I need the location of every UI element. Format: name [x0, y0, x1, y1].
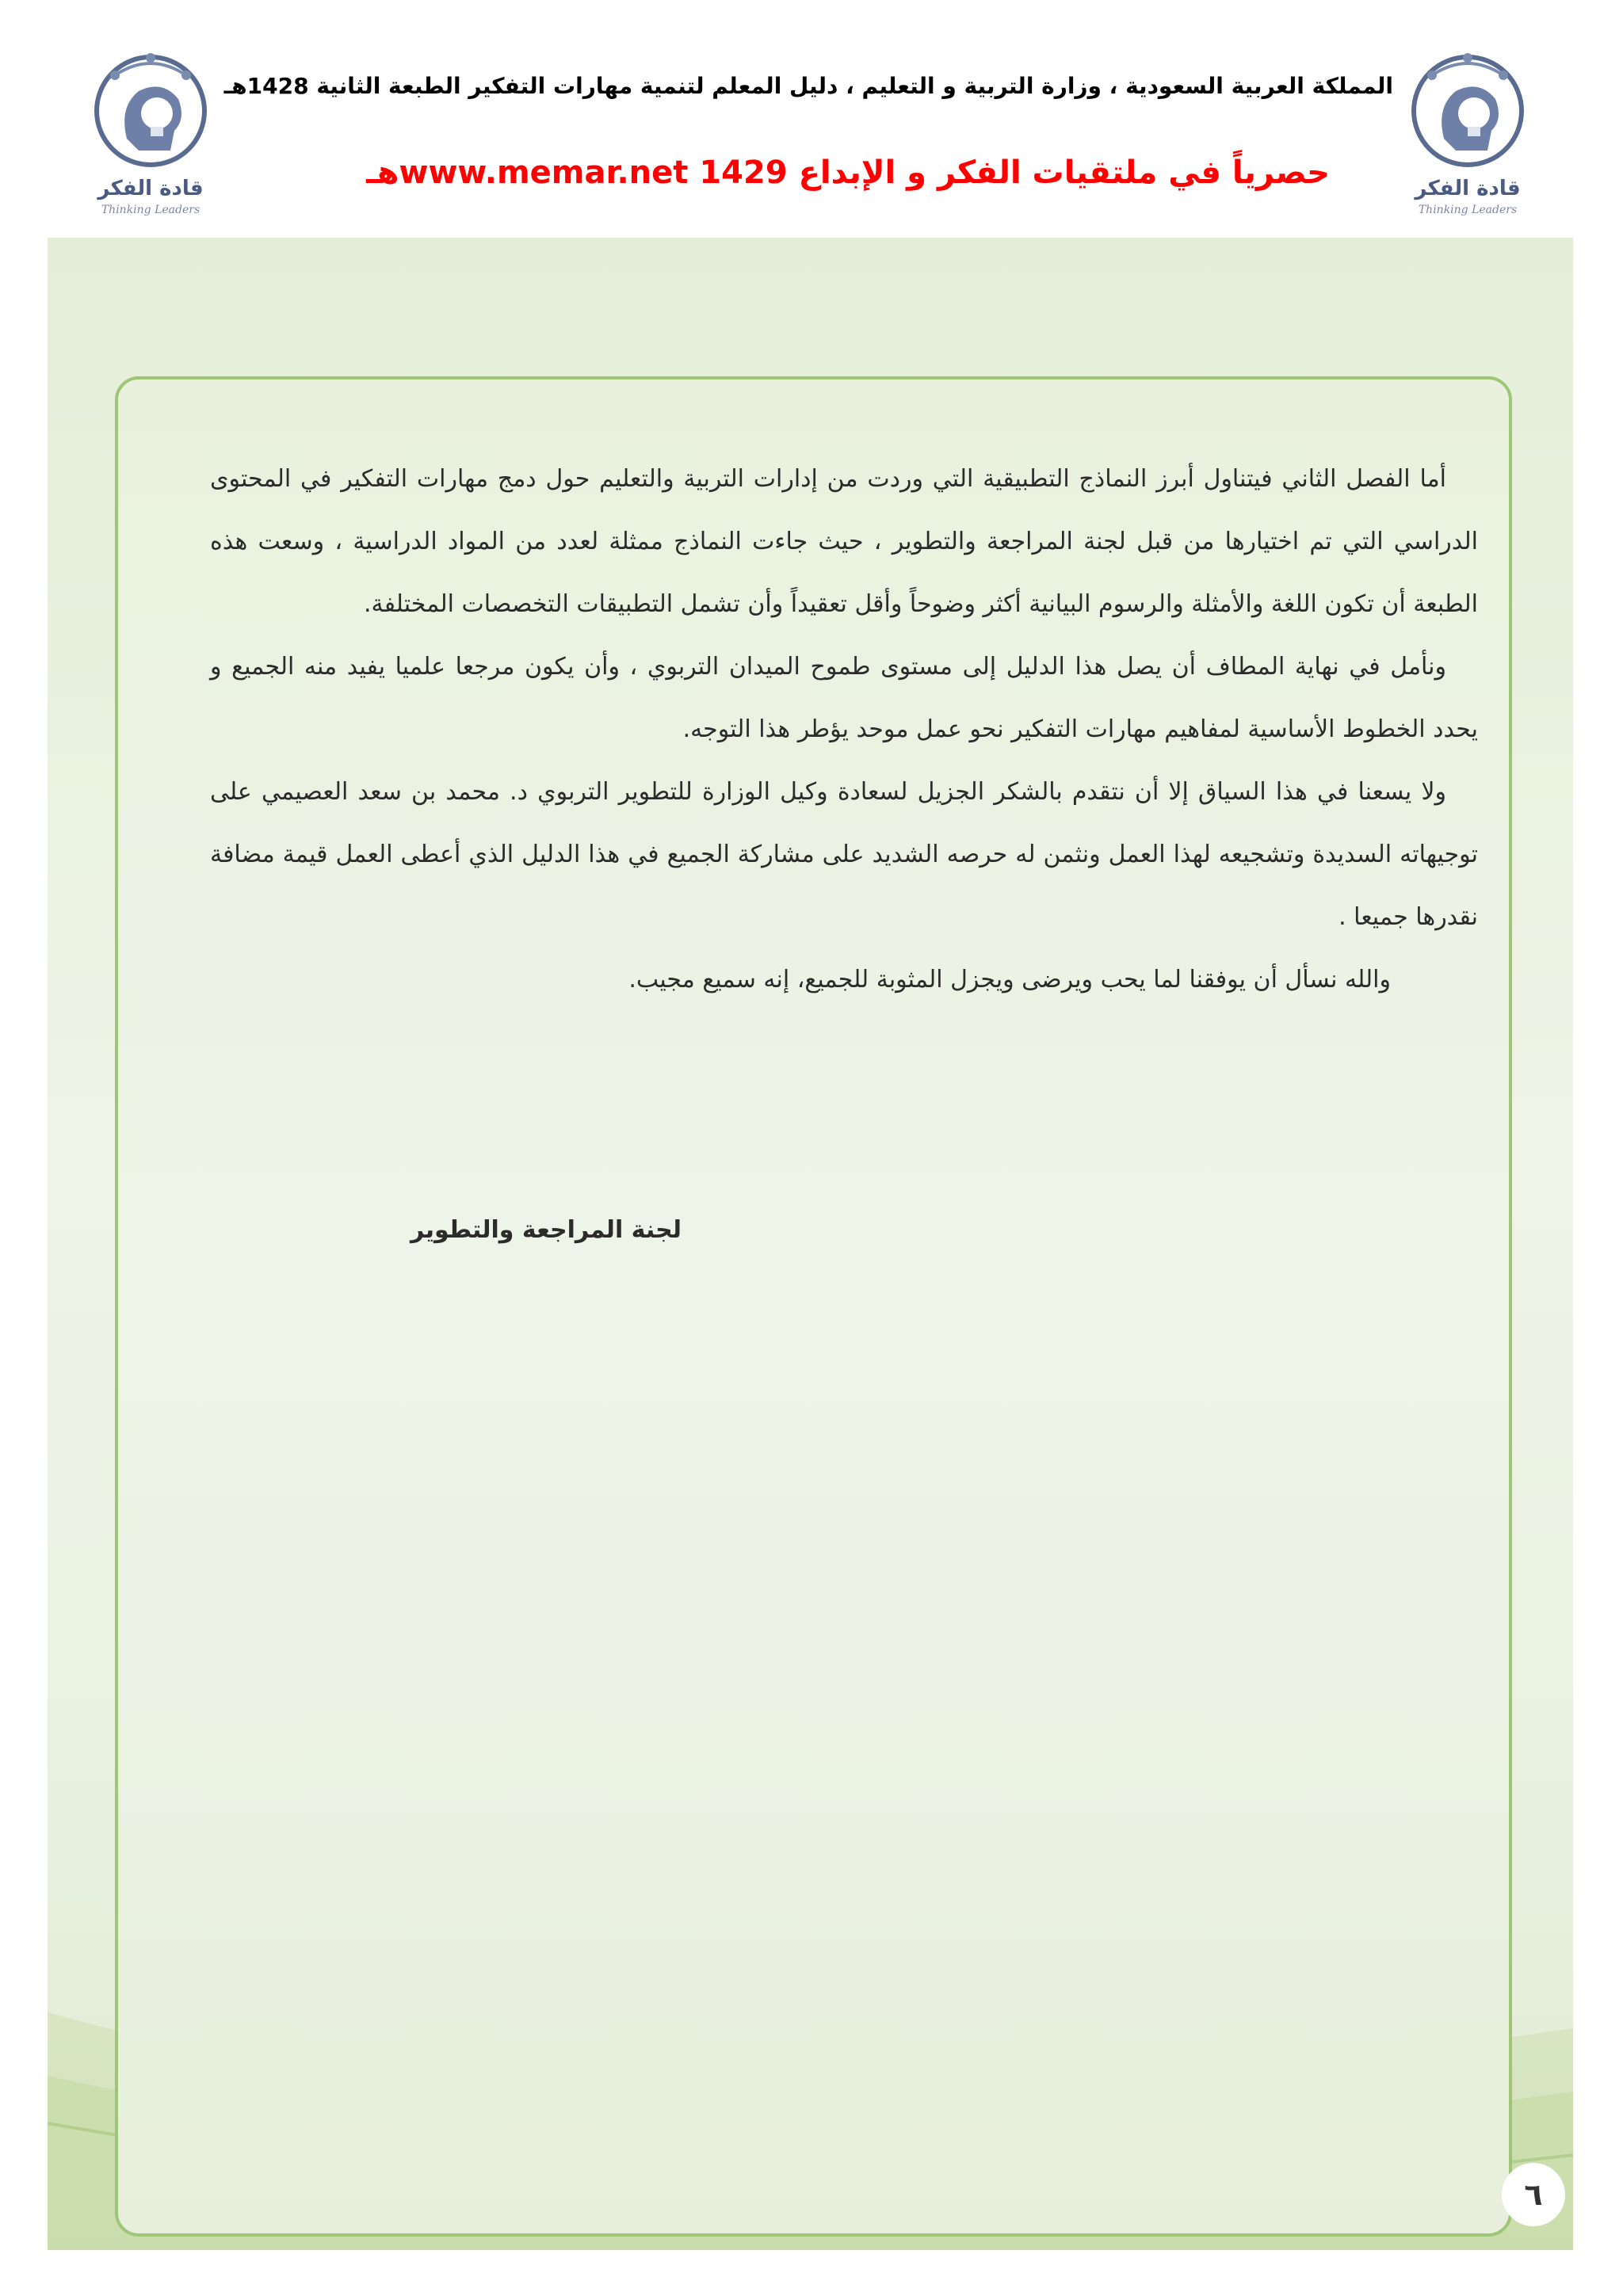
logo-subcaption: Thinking Leaders — [101, 204, 200, 216]
paragraph: أما الفصل الثاني فيتناول أبرز النماذج التطبيقية التي وردت من إدارات التربية والتعليم حول دمج مهارات التفكير في المحتوى الدراسي التي تم اختيارها من قبل لجنة المراجعة والتطوير ، حيث جاءت النماذج ممثلة لعدد من المواد الدراسية ، وسعت هذه الطبعة أن تكون اللغة والأمثلة والرسوم البيانية أكثر وضوحاً وأقل تعقيداً وأن تشمل التطبيقات التخصصات المختلفة. — [210, 465, 1478, 618]
header-title: المملكة العربية السعودية ، وزارة التربية و التعليم ، دليل المعلم لتنمية مهارات التفكير الطبعة الثانية 1428هـ — [223, 73, 1393, 99]
paragraph: ونأمل في نهاية المطاف أن يصل هذا الدليل إلى مستوى طموح الميدان التربوي ، وأن يكون مرجعا علميا يفيد منه الجميع و يحدد الخطوط الأساسية لمفاهيم مهارات التفكير نحو عمل موحد يؤطر هذا التوجه. — [210, 653, 1478, 743]
logo-caption: قادة الفكر — [1415, 177, 1521, 200]
page-number: ٦ — [1502, 2163, 1565, 2226]
logo-left — [71, 44, 230, 218]
logo-right — [1388, 44, 1547, 218]
lightbulb-head-icon — [1388, 44, 1547, 178]
paragraph: ولا يسعنا في هذا السياق إلا أن نتقدم بالشكر الجزيل لسعادة وكيل الوزارة للتطوير التربوي د. محمد بن سعد العصيمي على توجيهاته السديدة وتشجيعه لهذا العمل ونثمن له حرصه الشديد على مشاركة الجميع في هذا الدليل الذي أعطى العمل قيمة مضافة نقدرها جميعا . — [210, 778, 1478, 931]
lightbulb-head-icon — [71, 44, 230, 178]
header-subtitle: حصرياً في ملتقيات الفكر و الإبداع www.memar.net 1429هـ — [366, 154, 1330, 191]
logo-subcaption: Thinking Leaders — [1418, 204, 1518, 216]
paragraph: والله نسأل أن يوفقنا لما يحب ويرضى ويجزل المثوبة للجميع، إنه سميع مجيب. — [628, 966, 1391, 994]
signature: لجنة المراجعة والتطوير — [411, 1216, 682, 1244]
scanned-page — [48, 238, 1573, 2250]
logo-caption: قادة الفكر — [97, 177, 204, 200]
body-text — [210, 448, 1478, 1011]
